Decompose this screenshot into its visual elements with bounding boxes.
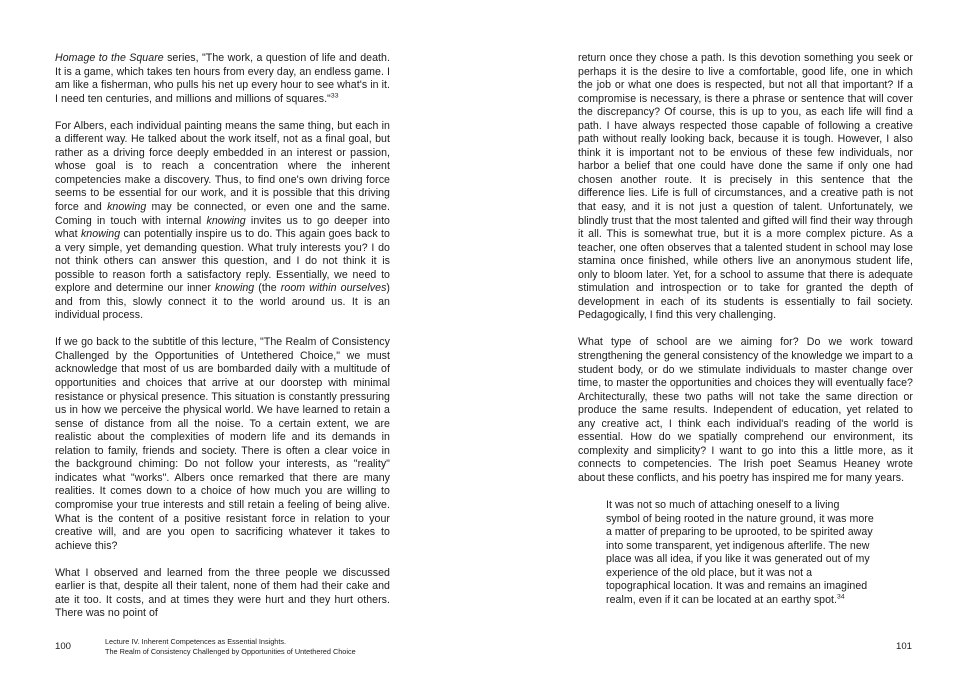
text-run: Homage to the Square (55, 52, 164, 64)
text-run: What type of school are we aiming for? Do we work toward strengthening the general consistency of the knowledge we impart to a student body, or do we stimulate individuals to master change over time, to master the opportunities and choices they will eventually face? Architecturally, these two paths will not take the same direction or produce the same results. Independent of education, yet related to any creative act, I think each individual's reading of the world is essential. How do we spatially comprehend our environment, its complexity and simplicity? I want to go into this a little more, as it connects to competencies. The Irish poet Seamus Heaney wrote about these conflicts, and his poetry has inspired me for many years. (578, 336, 913, 484)
paragraph (578, 336, 913, 485)
text-run: knowing (215, 282, 255, 295)
text-run: (the (254, 282, 281, 295)
running-footer (105, 637, 356, 656)
text-run: series, "The work, a question of life and death. It is a game, which takes ten hours from every day, an endless game. I am like a fisherman, who pulls his net up every hour to see what's in it. I need ten centuries, and millions and millions of squares." (55, 52, 390, 105)
text-run: If we go back to the subtitle of this lecture, "The Realm of Consistency Challenged by the Opportunities of Untethered Choice," we must acknowledge that most of us are bombarded daily with a multitude of opportunities and choices that arrive at our doorstep with minimal resistance or physical presence. This situation is constantly pressuring us in how we perceive the physical world. We have learned to retain a sense of distance from all the noise. To a certain extent, we are realistic about the complexities of modern life and its demands in relation to family, friends and society. There is often a clear voice in the background chiming: Do not follow your interests, as "reality" indicates what "works". Albers once remarked that there are many realities. It comes down to a choice of how much you are willing to compromise your true interests and still retain a feeling of being alive. What is the content of a positive resistant force in relation to your creative will, and are you open to sacrificing whatever it takes to achieve this? (55, 336, 390, 552)
paragraph (55, 336, 390, 553)
paragraph (578, 52, 913, 323)
text-run: knowing (107, 200, 147, 213)
page-number-right: 101 (895, 641, 912, 652)
right-page-text-column (578, 52, 913, 607)
text-run: knowing (80, 228, 121, 241)
paragraph (55, 567, 390, 621)
running-footer-line1: Lecture IV. Inherent Competences as Essential Insights. (105, 637, 287, 646)
text-run: What I observed and learned from the three people we discussed earlier is that, despite all their talent, none of them had their cake and ate it too. It costs, and at times they were hurt and they hurt others. There was no point of (55, 566, 390, 620)
text-run: can potentially inspire us to do. This again goes back to a very simple, yet demanding question. What truly interests you? I do not think others can answer this question, and I do not think it is possible to reason forth a satisfactory reply. Essentially, we need to explore and determine our inner (55, 228, 390, 295)
text-run: It was not so much of attaching oneself to a living symbol of being rooted in the nature ground, it was more a matter of preparing to be uprooted, to be spirited away into some transparent, yet indigenous afterlife. The new place was all idea, if you like it was generated out of my experience of the old place, but it was not a topographical location. It was and remains an imagined realm, even if it can be located at an earthy spot. (606, 498, 874, 606)
text-run: knowing (206, 214, 246, 227)
footnote-reference: 33 (330, 92, 339, 100)
footnote-reference: 34 (837, 593, 845, 601)
left-page-text-column (55, 52, 390, 621)
text-run: may be connected, or even one and the same. Coming in touch with internal (55, 200, 390, 227)
text-run: return once they chose a path. Is this devotion something you seek or perhaps it is the desire to live a comfortable, good life, one in which the job or what one does is respected, but not all that important? If a compromise is necessary, is there a phrase or sentence that will cover the discrepancy? Of course, this is up to you, as each life will find a path. I have always respected those capable of following a creative path without really looking back, because it is tough. However, I also think it is important not to be envious of these few individuals, nor harbor a belief that one could have done the same if only one had chosen another route. It is precisely in this sentence that the difference lies. Life is full of circumstances, and a creative path is not that easy, and it is not just a question of talent. Unfortunately, we blindly trust that the most talented and gifted will find their way through it all. This is somewhat true, but it is a more complex picture. As a teacher, one often observes that a talented student in school may lose stamina once finished, while others live an anonymous student life, only to bloom later. Yet, for a school to assume that there is adequate stimulation and introspection or to take for granted the depth of development in each of its students is essentially to fail society. Pedagogically, I find this very challenging. (578, 52, 913, 322)
running-footer-line2: The Realm of Consistency Challenged by Opportunities of Untethered Choice (105, 646, 356, 656)
poetry-blockquote (606, 499, 874, 607)
paragraph (55, 120, 390, 323)
page-number-left: 100 (55, 641, 72, 652)
text-run: For Albers, each individual painting means the same thing, but each in a different way. He talked about the work itself, not as a final goal, but rather as a driving force deeply embedded in an interest or passion, whose goal is to reach a concentration where the inherent competencies make a discovery. Thus, to find one's own driving force seems to be essential for our work, and it is possible that this driving force and (55, 119, 390, 213)
text-run: ) and from this, slowly connect it to the world around us. It is an individual process. (55, 282, 390, 322)
text-run: invites us to go deeper into what (55, 214, 390, 241)
text-run: room within ourselves (280, 282, 387, 295)
paragraph (55, 52, 390, 106)
